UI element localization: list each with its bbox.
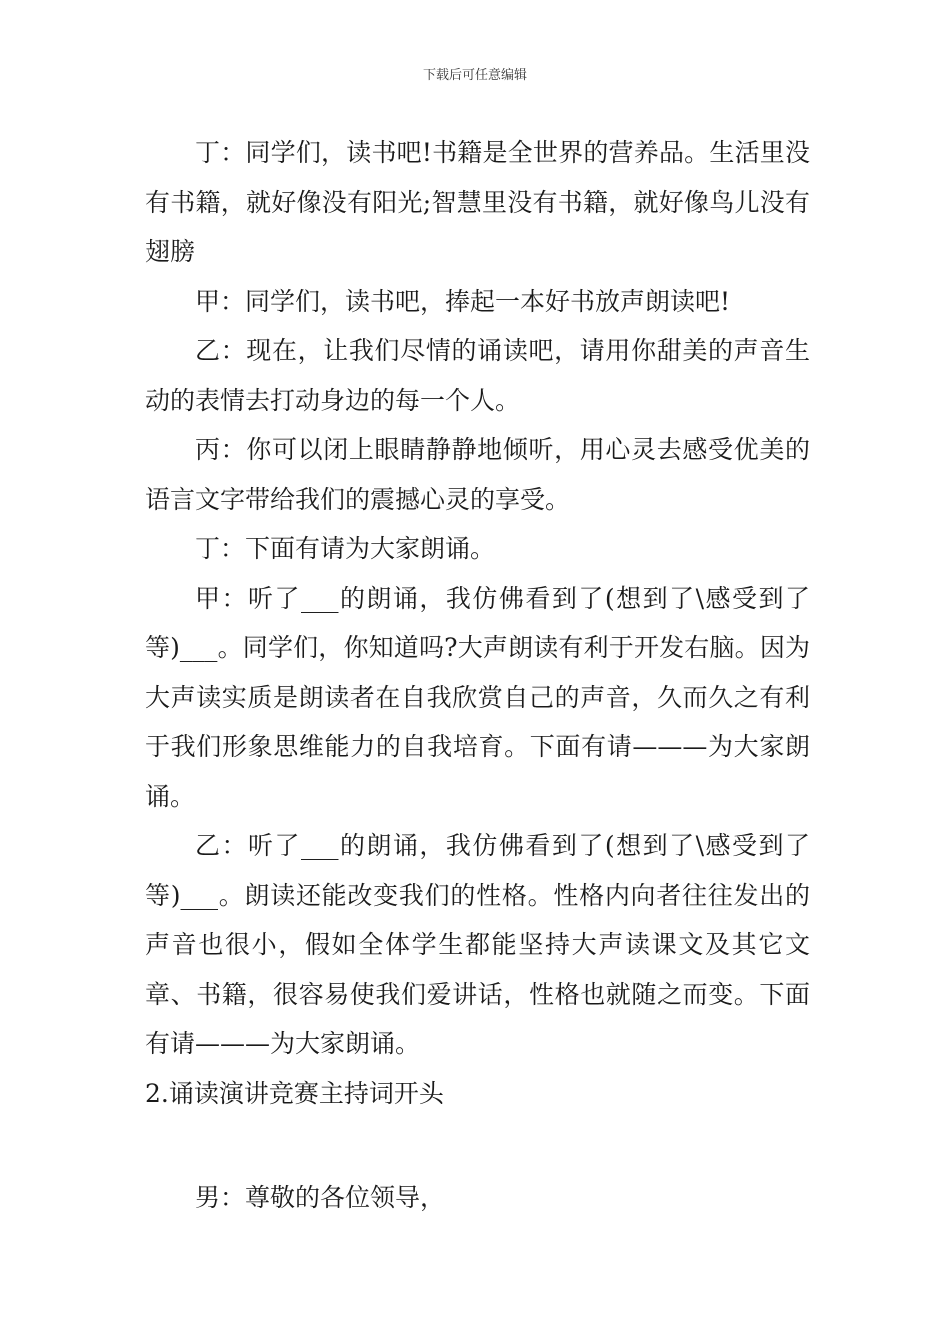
dialogue-paragraph-yi-1: 乙：现在，让我们尽情的诵读吧，请用你甜美的声音生动的表情去打动身边的每一个人。 bbox=[145, 336, 810, 415]
dialogue-paragraph-ding-2: 丁：下面有请为大家朗诵。 bbox=[195, 534, 496, 563]
page-header: 下载后可任意编辑 bbox=[422, 68, 527, 83]
dialogue-paragraph-jia-2: 甲：听了___的朗诵，我仿佛看到了(想到了\感受到了等)___。同学们，你知道吗?大声朗读有利于开发右脑。因为大声读实质是朗读者在自我欣赏自己的声音，久而久之有利于我们形象思维能力的自我培育。下面有请———为大家朗诵。 bbox=[145, 583, 810, 811]
dialogue-paragraph-jia-1: 甲：同学们，读书吧，捧起一本好书放声朗读吧! bbox=[195, 286, 731, 316]
dialogue-paragraph-bing-1: 丙：你可以闭上眼睛静静地倾听，用心灵去感受优美的语言文字带给我们的震撼心灵的享受。 bbox=[145, 435, 810, 514]
document-body bbox=[145, 128, 810, 1223]
dialogue-paragraph-yi-2: 乙：听了___的朗诵，我仿佛看到了(想到了\感受到了等)___。朗读还能改变我们的性格。性格内向者往往发出的声音也很小，假如全体学生都能坚持大声读课文及其它文章、书籍，很容易使我们爱讲话，性格也就随之而变。下面有请———为大家朗诵。 bbox=[145, 831, 810, 1058]
section-heading: 2.诵读演讲竞赛主持词开头 bbox=[145, 1078, 444, 1108]
dialogue-paragraph-nan-1: 男：尊敬的各位领导， bbox=[195, 1183, 446, 1212]
dialogue-paragraph-ding-1: 丁：同学们，读书吧!书籍是全世界的营养品。生活里没有书籍，就好像没有阳光;智慧里没有书籍，就好像鸟儿没有翅膀 bbox=[145, 138, 810, 266]
blank-spacer bbox=[145, 1118, 810, 1173]
